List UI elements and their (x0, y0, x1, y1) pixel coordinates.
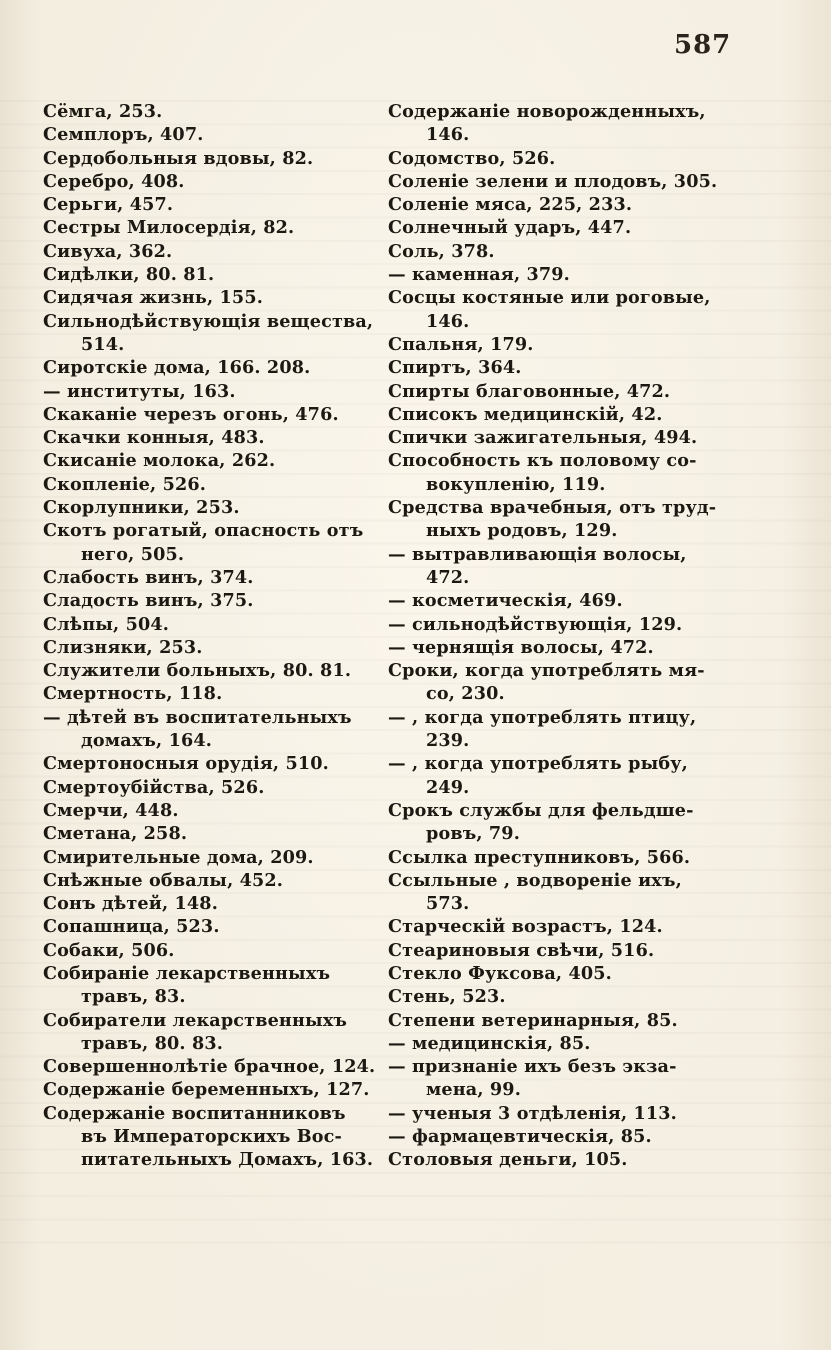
index-entry-term: Стеариновыя свѣчи, 516. (388, 939, 655, 961)
index-entry (388, 333, 736, 356)
index-entry-term: Старческій возрастъ, 124. (388, 916, 663, 938)
index-entry (43, 403, 388, 426)
index-entry (43, 426, 388, 449)
index-entry (388, 496, 736, 543)
index-entry-term: Серебро, 408. (43, 170, 185, 192)
index-entry-term: Скотъ рогатый, опасность отъ (43, 520, 364, 542)
index-entry-continuation: 146. (426, 124, 470, 146)
index-entry (43, 613, 388, 636)
index-entry-term: Скаканіе черезъ огонь, 476. (43, 403, 339, 425)
index-entry-term: Стень, 523. (388, 986, 506, 1008)
index-entry-term: Содержаніе новорожденныхъ, (388, 101, 706, 122)
index-entry-term: Сивуха, 362. (43, 240, 173, 262)
index-entry (388, 589, 736, 612)
index-entry-term: Столовыя деньги, 105. (388, 1149, 628, 1171)
index-entry-term: Смертность, 118. (43, 683, 223, 705)
index-entry-term: Скорлупники, 253. (43, 497, 240, 519)
index-entry (388, 869, 736, 916)
index-entry-term: — институты, 163. (43, 380, 236, 402)
index-entry (43, 706, 388, 753)
index-entry-term: Собиратели лекарственныхъ (43, 1009, 348, 1031)
index-entry (43, 263, 388, 286)
index-entry (388, 613, 736, 636)
index-entry (388, 147, 736, 170)
index-entry-term: Сметана, 258. (43, 823, 188, 845)
index-entry-term: Спички зажигательныя, 494. (388, 427, 698, 449)
index-entry-term: — признаніе ихъ безъ экза- (388, 1056, 677, 1078)
index-entry (388, 799, 736, 846)
index-entry (43, 566, 388, 589)
index-entry-term: Снѣжные обвалы, 452. (43, 869, 284, 891)
index-entry-term: Сидячая жизнь, 155. (43, 287, 263, 309)
index-entry-term: Содержаніе беременныхъ, 127. (43, 1079, 370, 1101)
index-entry (43, 356, 388, 379)
index-entry-term: Смертоносныя орудія, 510. (43, 753, 329, 775)
index-entry (43, 286, 388, 309)
index-entry (388, 706, 736, 753)
index-entry-term: — дѣтей въ воспитательныхъ (43, 706, 352, 728)
index-entry-term: — медицинскія, 85. (388, 1032, 591, 1054)
index-entry-term: Степени ветеринарныя, 85. (388, 1009, 678, 1031)
index-entry (388, 659, 736, 706)
index-entry (388, 216, 736, 239)
index-entry (388, 985, 736, 1008)
index-entry-term: — каменная, 379. (388, 264, 570, 286)
index-entry (388, 356, 736, 379)
index-entry (388, 263, 736, 286)
index-entry-term: Спиртъ, 364. (388, 357, 522, 379)
index-entry-term: Смертоубійства, 526. (43, 776, 265, 798)
index-entry (388, 1055, 736, 1102)
index-entry-continuation: 573. (426, 893, 470, 915)
index-entry (388, 449, 736, 496)
index-entry-term: — , когда употреблять птицу, (388, 706, 697, 728)
index-entry-continuation: 514. (81, 333, 125, 355)
index-entry (43, 962, 388, 1009)
index-entry-term: Соленіе зелени и плодовъ, 305. (388, 170, 718, 192)
index-entry (388, 636, 736, 659)
index-entry-term: Слѣпы, 504. (43, 613, 170, 635)
index-entry (388, 380, 736, 403)
index-entry-term: Сонъ дѣтей, 148. (43, 893, 218, 915)
index-entry (43, 892, 388, 915)
index-entry (388, 170, 736, 193)
index-entry-continuation: домахъ, 164. (81, 730, 213, 752)
index-entry (43, 1102, 388, 1172)
index-entry-term: — косметическія, 469. (388, 590, 623, 612)
index-entry-continuation: травъ, 83. (81, 986, 186, 1008)
index-column-right (388, 100, 736, 1172)
index-entry (43, 776, 388, 799)
index-entry-term: Способность къ половому со- (388, 450, 697, 472)
index-entry-term: Соль, 378. (388, 240, 495, 262)
index-entry-continuation: 146. (426, 310, 470, 332)
index-entry-term: Списокъ медицинскій, 42. (388, 403, 663, 425)
index-entry (43, 449, 388, 472)
index-entry-term: — чернящія волосы, 472. (388, 636, 654, 658)
index-entry (43, 636, 388, 659)
index-entry-continuation: мена, 99. (426, 1079, 521, 1101)
index-entry (388, 193, 736, 216)
index-entry (388, 1009, 736, 1032)
index-entry (43, 100, 388, 123)
index-entry (43, 380, 388, 403)
index-entry (388, 1148, 736, 1171)
index-entry (43, 939, 388, 962)
index-entry (43, 216, 388, 239)
index-entry-term: Содомство, 526. (388, 147, 556, 169)
index-entry (43, 193, 388, 216)
index-entry-term: — сильнодѣйствующія, 129. (388, 613, 683, 635)
index-entry (388, 286, 736, 333)
index-entry-term: Сильнодѣйствующія вещества, (43, 310, 374, 332)
index-entry-continuation: 239. (426, 730, 470, 752)
index-entry-term: Служители больныхъ, 80. 81. (43, 660, 352, 682)
index-entry-continuation: вокупленію, 119. (426, 473, 606, 495)
index-entry-term: Сестры Милосердія, 82. (43, 217, 295, 239)
index-entry-term: Сердобольныя вдовы, 82. (43, 147, 314, 169)
index-entry-continuation: 472. (426, 566, 470, 588)
index-entry (388, 100, 736, 147)
index-entry (388, 240, 736, 263)
index-entry (43, 846, 388, 869)
index-entry-term: Сосцы костяные или роговые, (388, 287, 711, 309)
index-entry (388, 1125, 736, 1148)
index-entry (388, 962, 736, 985)
index-entry-term: Совершеннолѣтіе брачное, 124. (43, 1056, 376, 1078)
index-entry (388, 846, 736, 869)
index-entry-term: Сладость винъ, 375. (43, 590, 254, 612)
index-entry-continuation: него, 505. (81, 543, 185, 565)
index-entry (388, 1102, 736, 1125)
index-entry-term: Скопленіе, 526. (43, 473, 207, 495)
index-entry-continuation: въ Императорскихъ Вос- (81, 1126, 342, 1148)
page-number: 587 (674, 30, 732, 60)
index-entry (43, 310, 388, 357)
index-entry (43, 240, 388, 263)
index-entry (43, 1055, 388, 1078)
index-entry (43, 123, 388, 146)
index-entry (43, 473, 388, 496)
index-entry-term: Сопашница, 523. (43, 916, 220, 938)
index-entry (43, 869, 388, 892)
index-entry (388, 543, 736, 590)
index-entry (43, 1078, 388, 1101)
index-entry-term: Слизняки, 253. (43, 636, 203, 658)
index-entry (43, 519, 388, 566)
index-entry-term: — , когда употреблять рыбу, (388, 753, 688, 775)
index-entry (43, 822, 388, 845)
index-entry (43, 147, 388, 170)
index-entry-term: Средства врачебныя, отъ труд- (388, 497, 717, 519)
index-entry-term: Смирительные дома, 209. (43, 846, 314, 868)
index-entry-term: Ссылка преступниковъ, 566. (388, 846, 691, 868)
index-entry-continuation: питательныхъ Домахъ, 163. (81, 1149, 374, 1171)
index-entry (43, 170, 388, 193)
index-entry (43, 682, 388, 705)
index-entry (388, 915, 736, 938)
index-entry-term: Семплоръ, 407. (43, 124, 204, 146)
index-entry-continuation: ныхъ родовъ, 129. (426, 520, 618, 542)
index-entry-term: Скисаніе молока, 262. (43, 450, 276, 472)
index-entry (43, 659, 388, 682)
index-entry (388, 1032, 736, 1055)
index-entry-continuation: травъ, 80. 83. (81, 1032, 224, 1054)
index-entry-term: Сроки, когда употреблять мя- (388, 660, 705, 682)
index-entry-term: Срокъ службы для фельдше- (388, 799, 694, 821)
index-entry-term: Спальня, 179. (388, 333, 534, 355)
index-entry (388, 403, 736, 426)
index-entry-term: Собаки, 506. (43, 939, 175, 961)
index-entry-term: Сиротскіе дома, 166. 208. (43, 357, 311, 379)
index-entry (388, 939, 736, 962)
index-entry-term: Спирты благовонные, 472. (388, 380, 671, 402)
index-entry-term: Сидѣлки, 80. 81. (43, 264, 215, 286)
index-entry (43, 915, 388, 938)
index-entry-continuation: 249. (426, 776, 470, 798)
index-entry-term: Содержаніе воспитанниковъ (43, 1102, 346, 1124)
index-entry-term: Скачки конныя, 483. (43, 427, 265, 449)
index-entry (43, 752, 388, 775)
index-column-left (43, 100, 388, 1172)
index-entry-term: — вытравливающія волосы, (388, 543, 687, 565)
index-entry (43, 1009, 388, 1056)
index-entry-term: Соленіе мяса, 225, 233. (388, 194, 633, 216)
index-entry (43, 799, 388, 822)
index-entry (43, 589, 388, 612)
index-entry-term: Серьги, 457. (43, 194, 174, 216)
index-entry (43, 496, 388, 519)
index-entry (388, 752, 736, 799)
index-entry-term: Стекло Фуксова, 405. (388, 962, 612, 984)
index-entry-term: Солнечный ударъ, 447. (388, 217, 632, 239)
index-entry-term: — ученыя 3 отдѣленія, 113. (388, 1102, 677, 1124)
index-entry-term: Сёмга, 253. (43, 101, 163, 122)
index-entry (388, 426, 736, 449)
index-entry-term: Слабость винъ, 374. (43, 566, 254, 588)
index-entry-term: Собираніе лекарственныхъ (43, 962, 331, 984)
index-entry-term: Ссыльные , водвореніе ихъ, (388, 869, 682, 891)
index-entry-term: Смерчи, 448. (43, 799, 179, 821)
index-entry-term: — фармацевтическія, 85. (388, 1126, 652, 1148)
index-entry-continuation: со, 230. (426, 683, 505, 705)
index-entry-continuation: ровъ, 79. (426, 823, 520, 845)
